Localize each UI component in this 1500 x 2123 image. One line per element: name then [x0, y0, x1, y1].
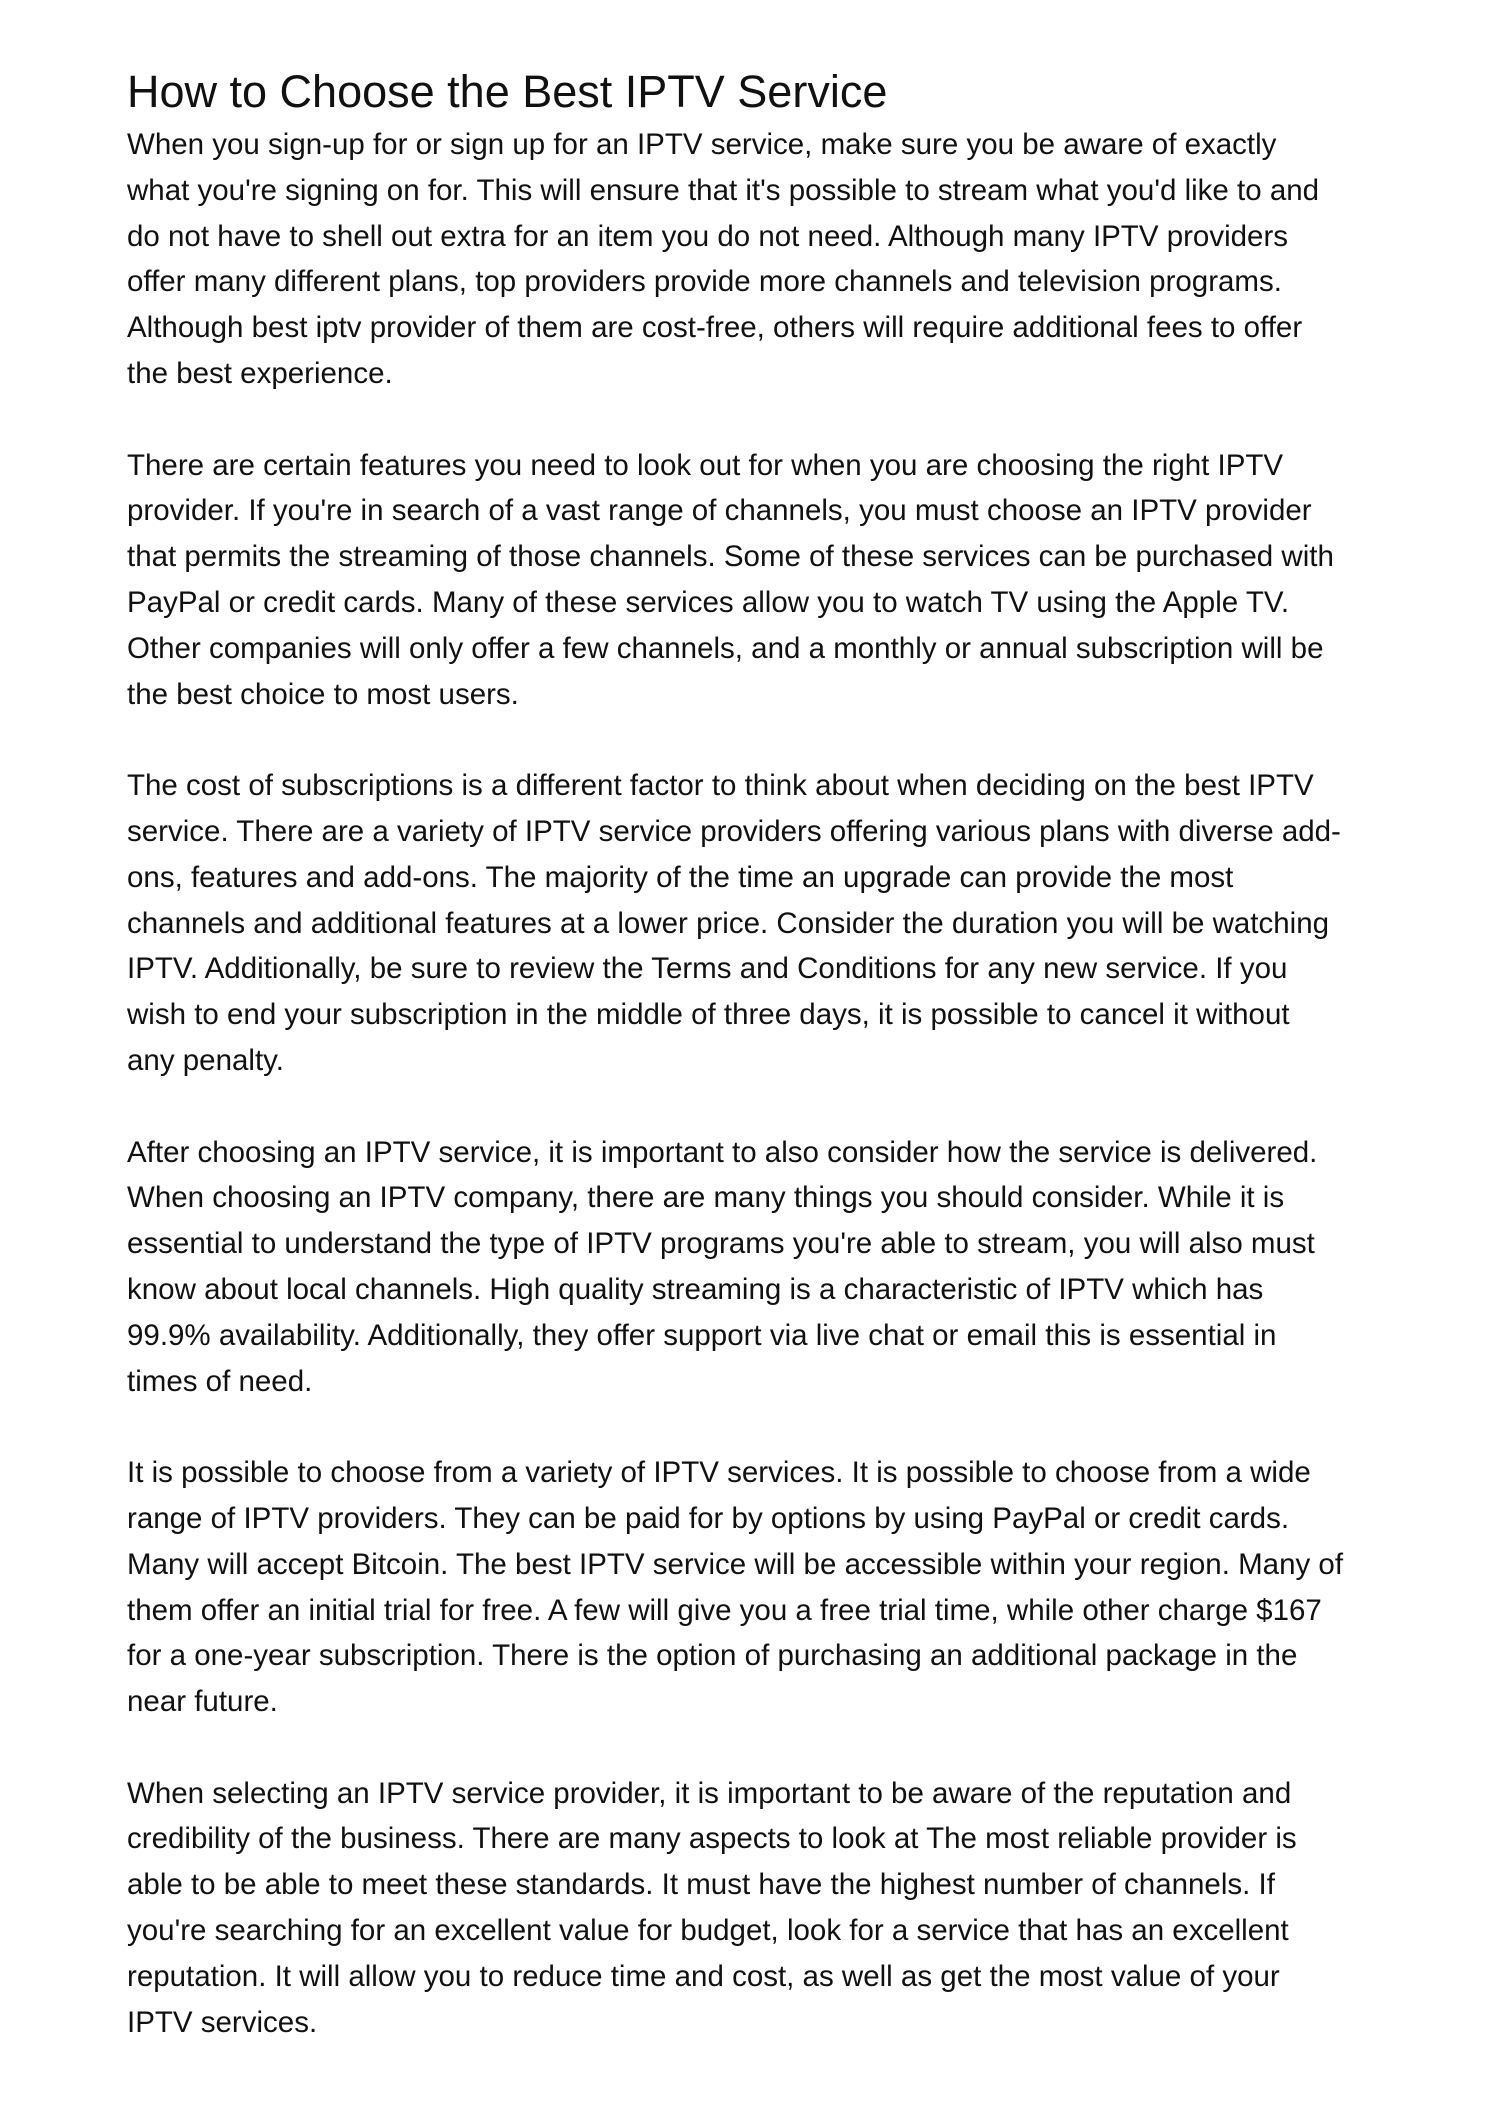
- text-line: any penalty.: [127, 1043, 284, 1077]
- paragraph-2: [127, 443, 1397, 718]
- text-line: offer many different plans, top providers provide more channels and television programs.: [127, 265, 1282, 299]
- text-line: PayPal or credit cards. Many of these services allow you to watch TV using the Apple TV.: [127, 585, 1290, 619]
- text-line: When selecting an IPTV service provider, it is important to be aware of the reputation and: [127, 1776, 1292, 1810]
- text-line: what you're signing on for. This will ensure that it's possible to stream what you'd like to and: [127, 173, 1320, 207]
- document-title: How to Choose the Best IPTV Service: [127, 66, 888, 117]
- text-line: the best choice to most users.: [127, 677, 519, 711]
- text-line: After choosing an IPTV service, it is important to also consider how the service is delivered.: [127, 1135, 1318, 1169]
- text-line: IPTV services.: [127, 2005, 318, 2039]
- text-line: provider. If you're in search of a vast range of channels, you must choose an IPTV provider: [127, 494, 1312, 528]
- paragraph-4: [127, 1130, 1397, 1405]
- text-line: for a one-year subscription. There is the option of purchasing an additional package in the: [127, 1639, 1298, 1673]
- text-line: wish to end your subscription in the middle of three days, it is possible to cancel it without: [127, 998, 1290, 1032]
- text-line: know about local channels. High quality streaming is a characteristic of IPTV which has: [127, 1272, 1264, 1306]
- paragraph-6: [127, 1771, 1397, 2046]
- text-line: service. There are a variety of IPTV service providers offering various plans with diverse add-: [127, 814, 1341, 848]
- text-line: It is possible to choose from a variety of IPTV services. It is possible to choose from a wide: [127, 1456, 1311, 1490]
- text-line: you're searching for an excellent value for budget, look for a service that has an excellent: [127, 1914, 1289, 1948]
- text-line: When choosing an IPTV company, there are many things you should consider. While it is: [127, 1181, 1285, 1215]
- text-line: the best experience.: [127, 356, 393, 390]
- text-line: The cost of subscriptions is a different factor to think about when deciding on the best IPTV: [127, 769, 1314, 803]
- text-line: Although best iptv provider of them are cost-free, others will require additional fees to offer: [127, 311, 1303, 345]
- text-line: that permits the streaming of those channels. Some of these services can be purchased with: [127, 540, 1334, 574]
- text-line: When you sign-up for or sign up for an IPTV service, make sure you be aware of exactly: [127, 128, 1277, 161]
- text-line: near future.: [127, 1685, 278, 1719]
- text-line: them offer an initial trial for free. A few will give you a free trial time, while other charge $167: [127, 1593, 1322, 1627]
- text-line: able to be able to meet these standards. It must have the highest number of channels. If: [127, 1868, 1275, 1902]
- text-line: Other companies will only offer a few channels, and a monthly or annual subscription will be: [127, 631, 1324, 665]
- text-line: channels and additional features at a lower price. Consider the duration you will be watching: [127, 906, 1330, 940]
- text-line: ons, features and add-ons. The majority of the time an upgrade can provide the most: [127, 860, 1234, 894]
- paragraph-5: [127, 1450, 1397, 1725]
- text-line: There are certain features you need to look out for when you are choosing the right IPTV: [127, 448, 1284, 482]
- text-line: 99.9% availability. Additionally, they offer support via live chat or email this is essential in: [127, 1318, 1277, 1352]
- paragraph-1: [127, 122, 1397, 397]
- text-line: Many will accept Bitcoin. The best IPTV service will be accessible within your region. Many of: [127, 1547, 1344, 1581]
- text-line: range of IPTV providers. They can be paid for by options by using PayPal or credit cards.: [127, 1501, 1290, 1535]
- paragraph-3: [127, 763, 1397, 1084]
- document-page: [127, 62, 1397, 2091]
- text-line: IPTV. Additionally, be sure to review the Terms and Conditions for any new service. If you: [127, 952, 1288, 986]
- text-line: times of need.: [127, 1364, 313, 1398]
- text-line: credibility of the business. There are many aspects to look at The most reliable provider is: [127, 1822, 1297, 1856]
- text-line: essential to understand the type of IPTV programs you're able to stream, you will also must: [127, 1227, 1315, 1261]
- text-line: do not have to shell out extra for an item you do not need. Although many IPTV providers: [127, 219, 1289, 253]
- text-line: reputation. It will allow you to reduce time and cost, as well as get the most value of your: [127, 1959, 1280, 1993]
